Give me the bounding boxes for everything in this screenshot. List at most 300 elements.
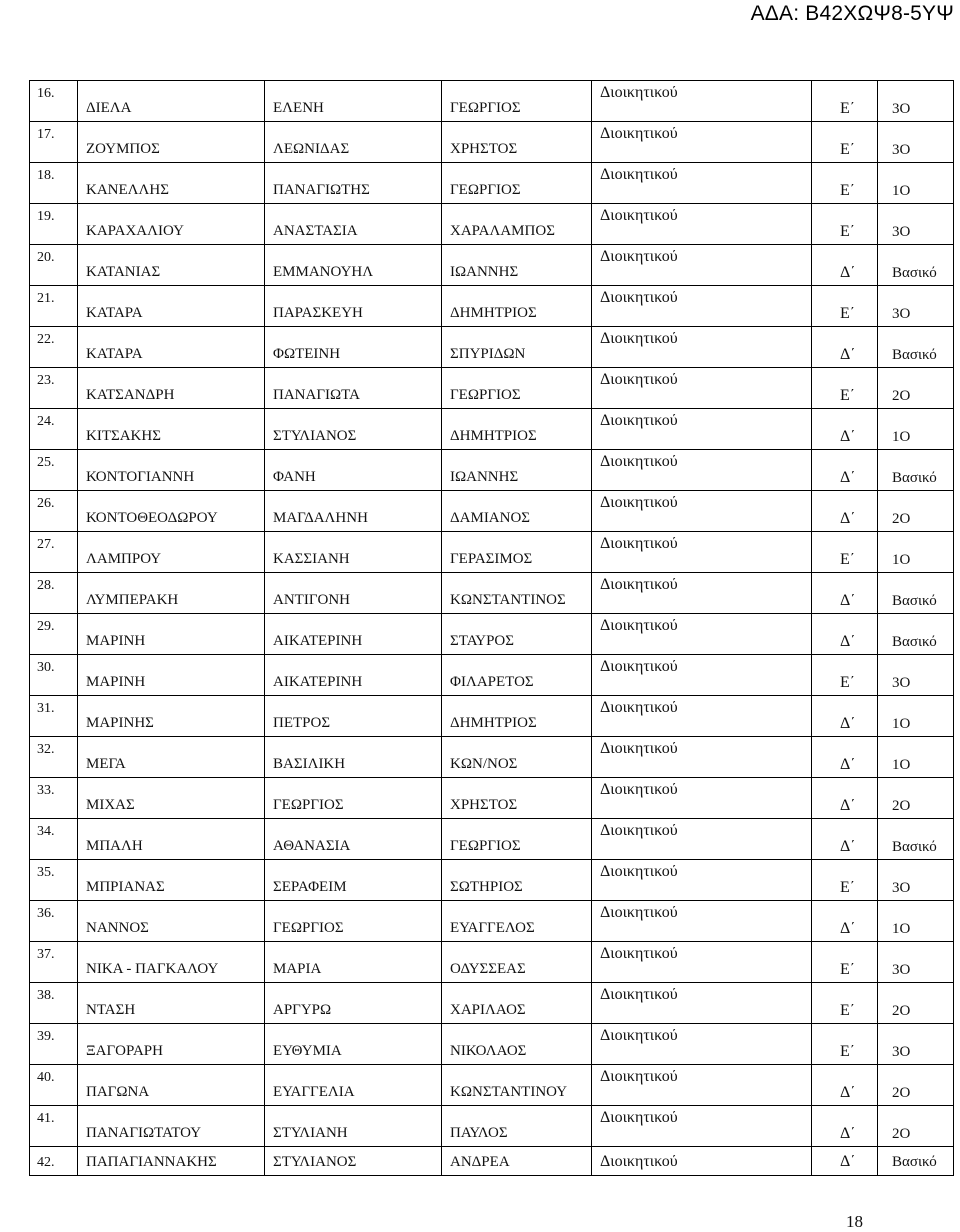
row-number (30, 942, 78, 983)
surname-cell (78, 409, 265, 450)
level-cell (878, 491, 954, 532)
table-row (30, 737, 954, 778)
grade-cell-text: Δ΄ (840, 633, 856, 650)
row-number-text: 42. (37, 1155, 55, 1170)
level-cell (878, 327, 954, 368)
father-name-cell-text: ΓΕΩΡΓΙΟΣ (450, 838, 521, 854)
level-cell-text: 3Ο (892, 1044, 911, 1060)
department-cell (592, 245, 812, 286)
level-cell (878, 573, 954, 614)
employee-rows (30, 81, 954, 1176)
level-cell-text: 3Ο (892, 880, 911, 896)
first-name-cell (265, 655, 442, 696)
surname-cell (78, 1024, 265, 1065)
father-name-cell-text: ΣΠΥΡΙΔΩΝ (450, 346, 526, 362)
father-name-cell (442, 204, 592, 245)
table-row (30, 1024, 954, 1065)
department-cell-text: Διοικητικού (600, 535, 678, 552)
row-number (30, 573, 78, 614)
first-name-cell-text: ΛΕΩΝΙΔΑΣ (273, 141, 350, 157)
department-cell-text: Διοικητικού (600, 617, 678, 634)
father-name-cell (442, 696, 592, 737)
table-row (30, 778, 954, 819)
surname-cell (78, 737, 265, 778)
father-name-cell (442, 614, 592, 655)
table-row (30, 286, 954, 327)
surname-cell (78, 819, 265, 860)
level-cell-text: 2Ο (892, 1085, 911, 1101)
level-cell (878, 942, 954, 983)
level-cell (878, 1147, 954, 1176)
grade-cell-text: Δ΄ (840, 264, 856, 281)
grade-cell-text: Δ΄ (840, 1125, 856, 1142)
first-name-cell-text: ΜΑΓΔΑΛΗΝΗ (273, 510, 368, 526)
first-name-cell-text: ΓΕΩΡΓΙΟΣ (273, 920, 344, 936)
department-cell (592, 1065, 812, 1106)
level-cell (878, 696, 954, 737)
surname-cell-text: ΝΙΚΑ - ΠΑΓΚΑΛΟΥ (86, 961, 219, 977)
father-name-cell-text: ΚΩΝ/ΝΟΣ (450, 756, 518, 772)
father-name-cell-text: ΧΡΗΣΤΟΣ (450, 141, 518, 157)
surname-cell (78, 450, 265, 491)
grade-cell (812, 983, 878, 1024)
row-number-text: 40. (37, 1070, 55, 1085)
surname-cell (78, 778, 265, 819)
surname-cell-text: ΜΑΡΙΝΗ (86, 674, 146, 690)
grade-cell (812, 491, 878, 532)
table-row (30, 450, 954, 491)
grade-cell (812, 450, 878, 491)
surname-cell (78, 327, 265, 368)
surname-cell-text: ΛΥΜΠΕΡΑΚΗ (86, 592, 179, 608)
department-cell (592, 1147, 812, 1176)
surname-cell-text: ΠΑΓΩΝΑ (86, 1084, 150, 1100)
department-cell-text: Διοικητικού (600, 412, 678, 429)
surname-cell (78, 204, 265, 245)
surname-cell-text: ΚΑΡΑΧΑΛΙΟΥ (86, 223, 184, 239)
father-name-cell (442, 286, 592, 327)
grade-cell (812, 532, 878, 573)
surname-cell-text: ΚΑΤΑΝΙΑΣ (86, 264, 161, 280)
row-number-text: 32. (37, 742, 55, 757)
surname-cell-text: ΜΑΡΙΝΗ (86, 633, 146, 649)
first-name-cell-text: ΦΑΝΗ (273, 469, 316, 485)
surname-cell-text: ΠΑΝΑΓΙΩΤΑΤΟΥ (86, 1125, 202, 1141)
level-cell (878, 655, 954, 696)
first-name-cell (265, 942, 442, 983)
row-number-text: 29. (37, 619, 55, 634)
department-cell (592, 327, 812, 368)
grade-cell (812, 81, 878, 122)
surname-cell-text: ΜΠΑΛΗ (86, 838, 143, 854)
row-number-text: 27. (37, 537, 55, 552)
surname-cell-text: ΚΑΤΑΡΑ (86, 305, 143, 321)
level-cell-text: 2Ο (892, 511, 911, 527)
department-cell (592, 122, 812, 163)
row-number-text: 21. (37, 291, 55, 306)
grade-cell (812, 1065, 878, 1106)
father-name-cell-text: ΔΑΜΙΑΝΟΣ (450, 510, 531, 526)
grade-cell-text: Ε΄ (840, 223, 856, 240)
table-row (30, 696, 954, 737)
first-name-cell (265, 163, 442, 204)
surname-cell-text: ΜΑΡΙΝΗΣ (86, 715, 154, 731)
grade-cell-text: Δ΄ (840, 1153, 856, 1170)
level-cell (878, 1106, 954, 1147)
surname-cell-text: ΔΙΕΛΑ (86, 100, 132, 116)
department-cell-text: Διοικητικού (600, 822, 678, 839)
surname-cell-text: ΝΤΑΣΗ (86, 1002, 136, 1018)
row-number (30, 860, 78, 901)
surname-cell-text: ΜΕΓΑ (86, 756, 126, 772)
surname-cell-text: ΚΟΝΤΟΘΕΟΔΩΡΟΥ (86, 510, 218, 526)
department-cell (592, 614, 812, 655)
grade-cell (812, 1147, 878, 1176)
table-row (30, 901, 954, 942)
table-row (30, 491, 954, 532)
father-name-cell-text: ΓΕΩΡΓΙΟΣ (450, 100, 521, 116)
row-number (30, 491, 78, 532)
surname-cell (78, 122, 265, 163)
department-cell (592, 942, 812, 983)
surname-cell (78, 860, 265, 901)
department-cell-text: Διοικητικού (600, 248, 678, 265)
first-name-cell (265, 614, 442, 655)
department-cell (592, 286, 812, 327)
first-name-cell (265, 778, 442, 819)
first-name-cell-text: ΓΕΩΡΓΙΟΣ (273, 797, 344, 813)
first-name-cell (265, 122, 442, 163)
level-cell (878, 409, 954, 450)
father-name-cell-text: ΓΕΡΑΣΙΜΟΣ (450, 551, 533, 567)
first-name-cell (265, 1065, 442, 1106)
grade-cell-text: Ε΄ (840, 141, 856, 158)
grade-cell-text: Δ΄ (840, 920, 856, 937)
grade-cell (812, 286, 878, 327)
first-name-cell (265, 327, 442, 368)
grade-cell (812, 1024, 878, 1065)
table-row (30, 1106, 954, 1147)
father-name-cell-text: ΧΑΡΑΛΑΜΠΟΣ (450, 223, 555, 239)
first-name-cell (265, 450, 442, 491)
department-cell-text: Διοικητικού (600, 289, 678, 306)
father-name-cell-text: ΣΤΑΥΡΟΣ (450, 633, 514, 649)
level-cell-text: 2Ο (892, 388, 911, 404)
row-number-text: 33. (37, 783, 55, 798)
level-cell-text: 1Ο (892, 429, 911, 445)
level-cell (878, 737, 954, 778)
father-name-cell-text: ΝΙΚΟΛΑΟΣ (450, 1043, 527, 1059)
department-cell (592, 532, 812, 573)
surname-cell (78, 655, 265, 696)
grade-cell-text: Ε΄ (840, 182, 856, 199)
grade-cell-text: Δ΄ (840, 797, 856, 814)
grade-cell-text: Ε΄ (840, 879, 856, 896)
department-cell-text: Διοικητικού (600, 330, 678, 347)
first-name-cell (265, 819, 442, 860)
grade-cell-text: Ε΄ (840, 100, 856, 117)
level-cell-text: 3Ο (892, 101, 911, 117)
first-name-cell-text: ΠΑΝΑΓΙΩΤΑ (273, 387, 360, 403)
first-name-cell-text: ΒΑΣΙΛΙΚΗ (273, 756, 346, 772)
department-cell-text: Διοικητικού (600, 1153, 678, 1170)
father-name-cell (442, 450, 592, 491)
father-name-cell-text: ΟΔΥΣΣΕΑΣ (450, 961, 526, 977)
father-name-cell (442, 532, 592, 573)
level-cell (878, 81, 954, 122)
ada-code: ΑΔΑ: Β42ΧΩΨ8-5ΥΨ (750, 2, 954, 25)
father-name-cell-text: ΙΩΑΝΝΗΣ (450, 469, 519, 485)
first-name-cell-text: ΑΙΚΑΤΕΡΙΝΗ (273, 633, 363, 649)
father-name-cell (442, 368, 592, 409)
department-cell (592, 819, 812, 860)
grade-cell (812, 614, 878, 655)
father-name-cell (442, 1065, 592, 1106)
department-cell (592, 450, 812, 491)
row-number-text: 18. (37, 168, 55, 183)
row-number-text: 36. (37, 906, 55, 921)
surname-cell-text: ΞΑΓΟΡΑΡΗ (86, 1043, 163, 1059)
department-cell (592, 901, 812, 942)
table-row (30, 614, 954, 655)
level-cell (878, 204, 954, 245)
grade-cell (812, 573, 878, 614)
grade-cell (812, 655, 878, 696)
grade-cell (812, 245, 878, 286)
level-cell (878, 983, 954, 1024)
table-row (30, 942, 954, 983)
table-row (30, 122, 954, 163)
surname-cell (78, 1147, 265, 1176)
grade-cell (812, 368, 878, 409)
first-name-cell (265, 81, 442, 122)
department-cell (592, 409, 812, 450)
department-cell-text: Διοικητικού (600, 986, 678, 1003)
row-number (30, 901, 78, 942)
grade-cell (812, 409, 878, 450)
row-number (30, 1065, 78, 1106)
first-name-cell (265, 491, 442, 532)
first-name-cell-text: ΑΙΚΑΤΕΡΙΝΗ (273, 674, 363, 690)
grade-cell (812, 778, 878, 819)
first-name-cell (265, 1106, 442, 1147)
surname-cell-text: ΜΙΧΑΣ (86, 797, 135, 813)
department-cell-text: Διοικητικού (600, 781, 678, 798)
grade-cell-text: Ε΄ (840, 305, 856, 322)
father-name-cell (442, 573, 592, 614)
surname-cell-text: ΚΑΝΕΛΛΗΣ (86, 182, 169, 198)
father-name-cell-text: ΦΙΛΑΡΕΤΟΣ (450, 674, 534, 690)
level-cell (878, 286, 954, 327)
grade-cell (812, 860, 878, 901)
surname-cell (78, 532, 265, 573)
level-cell-text: 2Ο (892, 1003, 911, 1019)
surname-cell (78, 614, 265, 655)
surname-cell-text: ΚΑΤΣΑΝΔΡΗ (86, 387, 175, 403)
department-cell (592, 163, 812, 204)
row-number (30, 1147, 78, 1176)
level-cell-text: Βασικό (892, 470, 937, 486)
department-cell-text: Διοικητικού (600, 1027, 678, 1044)
grade-cell (812, 1106, 878, 1147)
grade-cell (812, 327, 878, 368)
department-cell (592, 1024, 812, 1065)
father-name-cell-text: ΔΗΜΗΤΡΙΟΣ (450, 428, 537, 444)
father-name-cell (442, 245, 592, 286)
father-name-cell-text: ΔΗΜΗΤΡΙΟΣ (450, 305, 537, 321)
table-row (30, 1147, 954, 1176)
father-name-cell (442, 819, 592, 860)
father-name-cell (442, 942, 592, 983)
grade-cell (812, 163, 878, 204)
row-number-text: 35. (37, 865, 55, 880)
grade-cell-text: Ε΄ (840, 551, 856, 568)
first-name-cell (265, 286, 442, 327)
first-name-cell (265, 245, 442, 286)
row-number (30, 409, 78, 450)
first-name-cell-text: ΣΕΡΑΦΕΙΜ (273, 879, 347, 895)
row-number (30, 368, 78, 409)
row-number (30, 286, 78, 327)
first-name-cell-text: ΕΥΑΓΓΕΛΙΑ (273, 1084, 355, 1100)
row-number (30, 204, 78, 245)
level-cell-text: 1Ο (892, 716, 911, 732)
father-name-cell-text: ΣΩΤΗΡΙΟΣ (450, 879, 523, 895)
table-row (30, 81, 954, 122)
department-cell-text: Διοικητικού (600, 494, 678, 511)
row-number-text: 24. (37, 414, 55, 429)
first-name-cell (265, 1024, 442, 1065)
father-name-cell (442, 901, 592, 942)
father-name-cell-text: ΓΕΩΡΓΙΟΣ (450, 387, 521, 403)
father-name-cell-text: ΔΗΜΗΤΡΙΟΣ (450, 715, 537, 731)
level-cell-text: 3Ο (892, 675, 911, 691)
level-cell-text: 3Ο (892, 142, 911, 158)
level-cell-text: 1Ο (892, 183, 911, 199)
surname-cell-text: ΚΙΤΣΑΚΗΣ (86, 428, 161, 444)
row-number (30, 450, 78, 491)
first-name-cell-text: ΣΤΥΛΙΑΝΟΣ (273, 428, 357, 444)
grade-cell (812, 942, 878, 983)
level-cell (878, 819, 954, 860)
first-name-cell-text: ΣΤΥΛΙΑΝΟΣ (273, 1154, 357, 1170)
department-cell-text: Διοικητικού (600, 453, 678, 470)
grade-cell (812, 204, 878, 245)
table-row (30, 368, 954, 409)
surname-cell (78, 245, 265, 286)
first-name-cell (265, 983, 442, 1024)
father-name-cell (442, 655, 592, 696)
department-cell-text: Διοικητικού (600, 863, 678, 880)
row-number (30, 327, 78, 368)
level-cell (878, 450, 954, 491)
level-cell (878, 245, 954, 286)
department-cell-text: Διοικητικού (600, 84, 678, 101)
surname-cell-text: ΖΟΥΜΠΟΣ (86, 141, 160, 157)
grade-cell (812, 819, 878, 860)
table-row (30, 860, 954, 901)
surname-cell (78, 983, 265, 1024)
row-number-text: 30. (37, 660, 55, 675)
row-number-text: 38. (37, 988, 55, 1003)
department-cell-text: Διοικητικού (600, 1068, 678, 1085)
department-cell (592, 491, 812, 532)
surname-cell-text: ΚΑΤΑΡΑ (86, 346, 143, 362)
row-number (30, 983, 78, 1024)
surname-cell (78, 573, 265, 614)
row-number-text: 26. (37, 496, 55, 511)
row-number-text: 31. (37, 701, 55, 716)
first-name-cell-text: ΠΑΝΑΓΙΩΤΗΣ (273, 182, 370, 198)
level-cell-text: 3Ο (892, 306, 911, 322)
row-number-text: 37. (37, 947, 55, 962)
grade-cell-text: Ε΄ (840, 387, 856, 404)
level-cell (878, 368, 954, 409)
father-name-cell-text: ΓΕΩΡΓΙΟΣ (450, 182, 521, 198)
father-name-cell-text: ΕΥΑΓΓΕΛΟΣ (450, 920, 535, 936)
grade-cell-text: Δ΄ (840, 428, 856, 445)
level-cell-text: 3Ο (892, 224, 911, 240)
grade-cell-text: Δ΄ (840, 1084, 856, 1101)
father-name-cell (442, 1147, 592, 1176)
row-number-text: 34. (37, 824, 55, 839)
level-cell-text: Βασικό (892, 839, 937, 855)
department-cell (592, 81, 812, 122)
department-cell-text: Διοικητικού (600, 125, 678, 142)
department-cell (592, 696, 812, 737)
father-name-cell (442, 491, 592, 532)
surname-cell-text: ΛΑΜΠΡΟΥ (86, 551, 162, 567)
level-cell-text: Βασικό (892, 265, 937, 281)
department-cell (592, 655, 812, 696)
department-cell (592, 1106, 812, 1147)
level-cell (878, 1065, 954, 1106)
table-row (30, 655, 954, 696)
surname-cell-text: ΠΑΠΑΓΙΑΝΝΑΚΗΣ (86, 1154, 217, 1170)
department-cell (592, 737, 812, 778)
table-row (30, 1065, 954, 1106)
table-row (30, 573, 954, 614)
father-name-cell-text: ΚΩΝΣΤΑΝΤΙΝΟΥ (450, 1084, 568, 1100)
row-number (30, 122, 78, 163)
surname-cell (78, 286, 265, 327)
department-cell (592, 983, 812, 1024)
father-name-cell (442, 778, 592, 819)
level-cell-text: Βασικό (892, 347, 937, 363)
father-name-cell-text: ΑΝΔΡΕΑ (450, 1154, 510, 1170)
grade-cell-text: Δ΄ (840, 592, 856, 609)
level-cell-text: 3Ο (892, 962, 911, 978)
level-cell (878, 1024, 954, 1065)
father-name-cell (442, 163, 592, 204)
level-cell (878, 532, 954, 573)
table-row (30, 327, 954, 368)
first-name-cell (265, 696, 442, 737)
first-name-cell (265, 409, 442, 450)
table-row (30, 983, 954, 1024)
grade-cell-text: Ε΄ (840, 674, 856, 691)
surname-cell-text: ΚΟΝΤΟΓΙΑΝΝΗ (86, 469, 195, 485)
surname-cell (78, 901, 265, 942)
grade-cell-text: Ε΄ (840, 1002, 856, 1019)
first-name-cell (265, 368, 442, 409)
father-name-cell-text: ΧΑΡΙΛΑΟΣ (450, 1002, 526, 1018)
surname-cell-text: ΝΑΝΝΟΣ (86, 920, 149, 936)
surname-cell (78, 942, 265, 983)
grade-cell-text: Δ΄ (840, 346, 856, 363)
level-cell (878, 860, 954, 901)
row-number-text: 17. (37, 127, 55, 142)
